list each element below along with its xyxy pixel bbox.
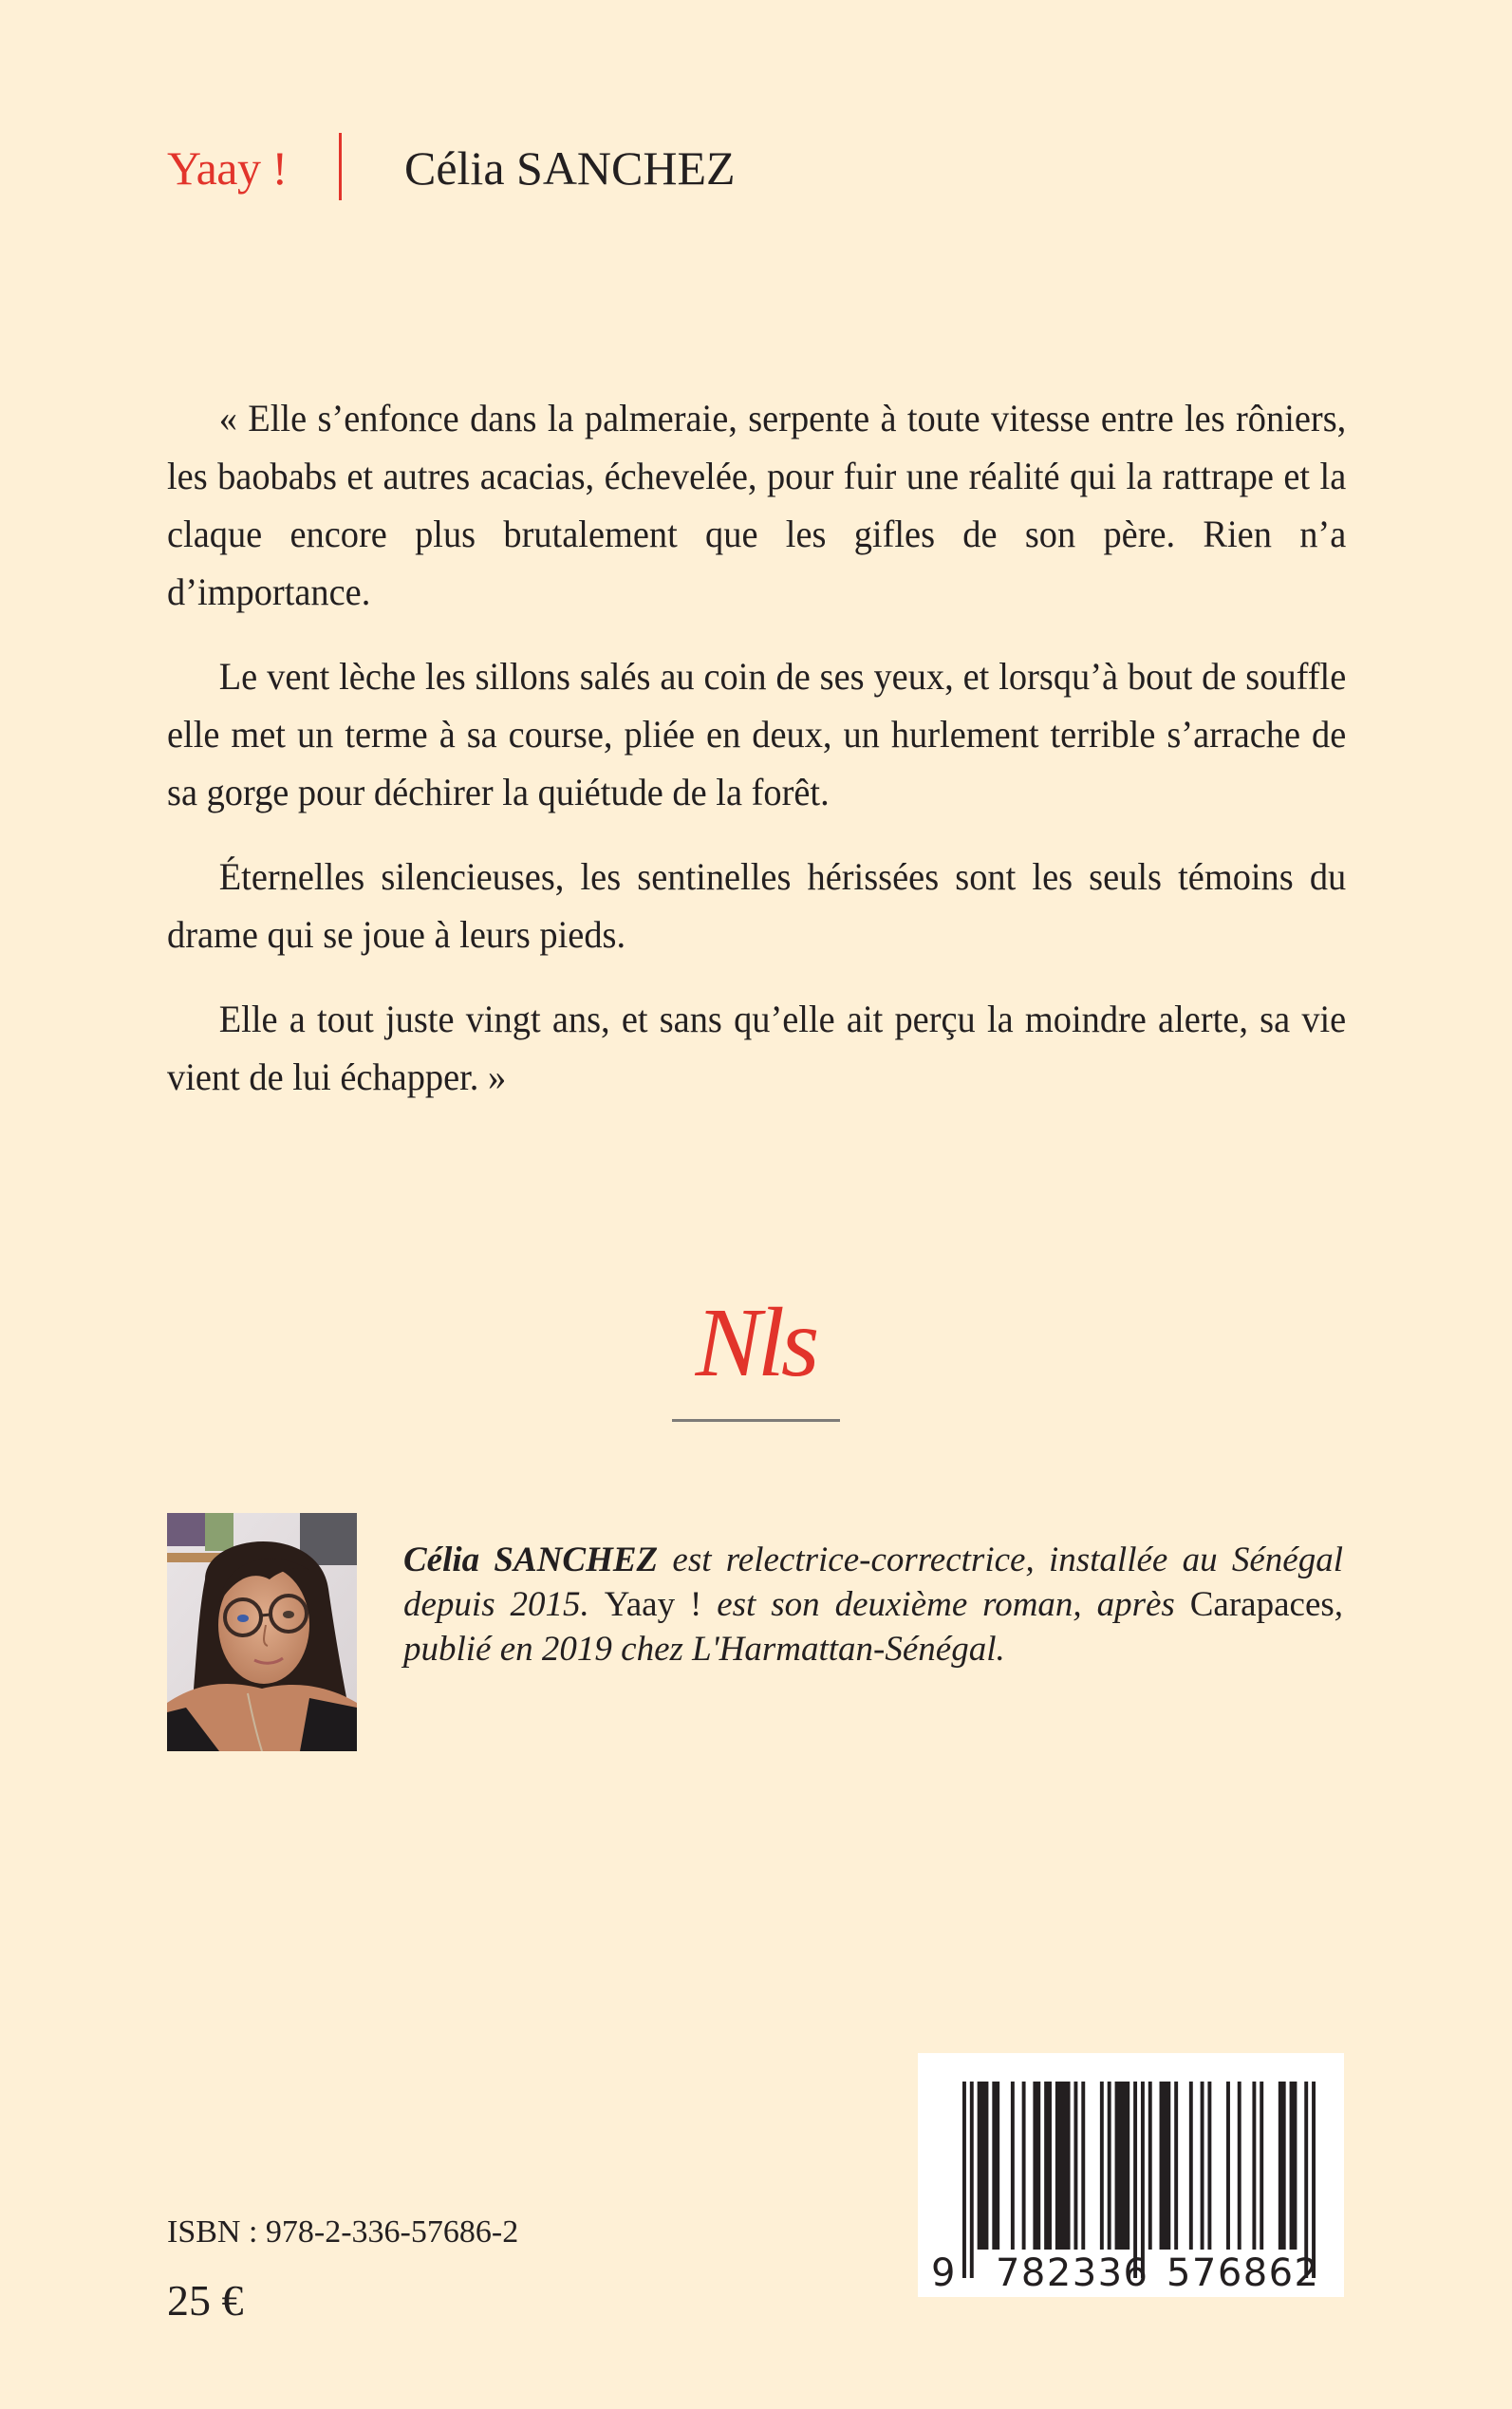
author-photo [167,1513,357,1751]
bio-text: est relectrice-correctrice, installée au Sénégal depuis 2015. [403,1541,1343,1624]
publisher-logo: Nls [695,1288,816,1397]
barcode-bars [918,2053,1344,2297]
blurb-paragraph: Elle a tout juste vingt ans, et sans qu’elle ait perçu la moindre alerte, sa vie vient de lui échapper. » [167,998,1347,1098]
bio-text: est son deuxième roman, après [701,1585,1190,1624]
bio-text: , publié en 2019 chez L'Harmattan-Sénégal. [403,1585,1344,1669]
book-title: Yaay ! [167,141,288,195]
isbn-barcode [918,2053,1344,2297]
blurb-paragraph: Éternelles silencieuses, les sentinelles hérissées sont les seuls témoins du drame qui se joue à leurs pieds. [167,855,1347,956]
back-cover-blurb [167,389,1346,1132]
author-name-header: Célia SANCHEZ [404,141,736,195]
barcode-first-digit: 9 [931,2251,956,2295]
bio-author-name: Célia SANCHEZ [403,1541,659,1579]
barcode-left-digits: 782336 [996,2251,1148,2295]
bio-previous-book-title: Carapaces [1189,1585,1335,1624]
barcode-right-digits: 576862 [1167,2251,1318,2295]
bio-book-title: Yaay ! [604,1585,702,1624]
price-label: 25 € [167,2276,244,2325]
isbn-label: ISBN : 978-2-336-57686-2 [167,2214,519,2250]
header-divider [339,133,342,200]
portrait-image [167,1513,357,1751]
logo-underline [672,1419,840,1422]
blurb-paragraph: « Elle s’enfonce dans la palmeraie, serpente à toute vitesse entre les rôniers, les baobabs et autres acacias, échevelée, pour fuir une réalité qui la rattrape et la claque encore plus brutalement que les gifles de son père. Rien n’a d’importance. [167,397,1347,613]
author-bio [403,1538,1343,1671]
blurb-paragraph: Le vent lèche les sillons salés au coin de ses yeux, et lorsqu’à bout de souffle elle met un terme à sa course, pliée en deux, un hurlement terrible s’arrache de sa gorge pour déchirer la quiétude de la forêt. [167,655,1347,813]
